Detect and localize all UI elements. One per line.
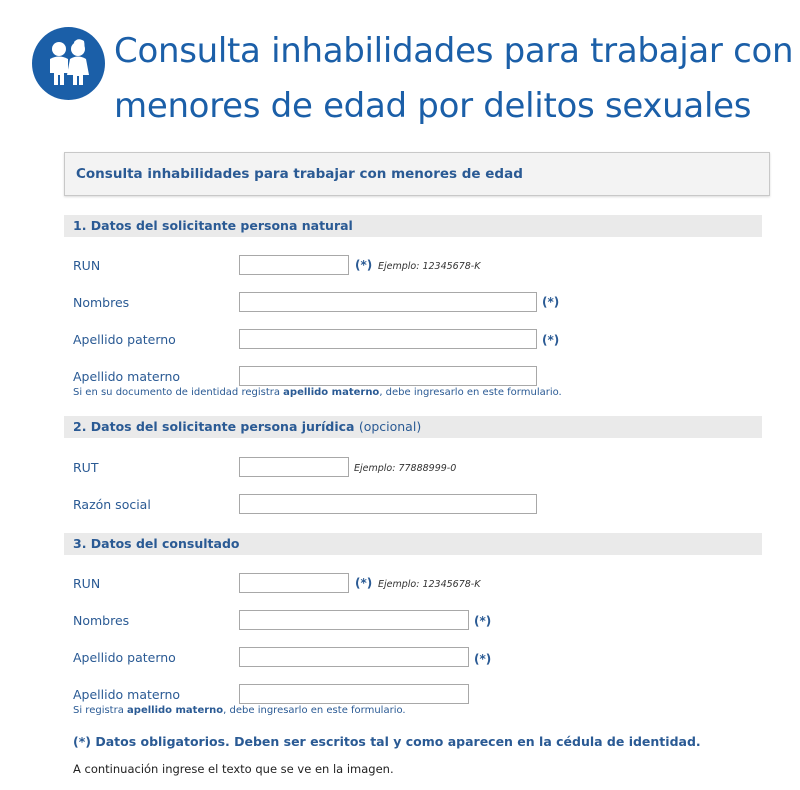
rut-label: RUT bbox=[73, 460, 99, 475]
apellido-paterno-label: Apellido paterno bbox=[73, 650, 176, 665]
consulted-nombres-input[interactable] bbox=[239, 610, 469, 630]
section-title: 3. Datos del consultado bbox=[73, 536, 240, 551]
captcha-instruction: A continuación ingrese el texto que se ve en la imagen. bbox=[73, 762, 394, 776]
company-rut-input[interactable] bbox=[239, 457, 349, 477]
required-marker: (*) bbox=[474, 652, 492, 666]
applicant-apellido-paterno-input[interactable] bbox=[239, 329, 537, 349]
panel-title: Consulta inhabilidades para trabajar con menores de edad bbox=[76, 166, 523, 182]
applicant-apellido-materno-input[interactable] bbox=[239, 366, 537, 386]
required-marker: (*) bbox=[542, 295, 560, 309]
razon-social-input[interactable] bbox=[239, 494, 537, 514]
required-marker: (*) bbox=[542, 333, 560, 347]
required-marker: (*) bbox=[355, 576, 373, 590]
run-label: RUN bbox=[73, 258, 101, 273]
apellido-paterno-label: Apellido paterno bbox=[73, 332, 176, 347]
apellido-materno-note: Si en su documento de identidad registra apellido materno, debe ingresarlo en este formulario. bbox=[73, 387, 562, 398]
razon-social-label: Razón social bbox=[73, 497, 151, 512]
nombres-label: Nombres bbox=[73, 295, 130, 310]
required-marker: (*) bbox=[355, 258, 373, 272]
applicant-run-input[interactable] bbox=[239, 255, 349, 275]
apellido-materno-label: Apellido materno bbox=[73, 687, 181, 702]
page-header bbox=[0, 0, 800, 140]
apellido-materno-label: Apellido materno bbox=[73, 369, 181, 384]
section-natural-person bbox=[64, 215, 762, 237]
run-example: Ejemplo: 12345678-K bbox=[378, 261, 481, 272]
section-title: 2. Datos del solicitante persona jurídica (opcional) bbox=[73, 419, 422, 434]
form-panel-header bbox=[64, 152, 770, 196]
consulted-apellido-materno-input[interactable] bbox=[239, 684, 469, 704]
rut-example: Ejemplo: 77888999-0 bbox=[354, 463, 457, 474]
optional-tag: (opcional) bbox=[358, 419, 422, 434]
section-consulted-person bbox=[64, 533, 762, 555]
mandatory-fields-notice: (*) Datos obligatorios. Deben ser escritos tal y como aparecen en la cédula de identidad. bbox=[73, 734, 701, 749]
section-title: 1. Datos del solicitante persona natural bbox=[73, 218, 353, 233]
run-example: Ejemplo: 12345678-K bbox=[378, 579, 481, 590]
page-title: Consulta inhabilidades para trabajar con menores de edad por delitos sexuales bbox=[114, 31, 794, 126]
nombres-label: Nombres bbox=[73, 613, 130, 628]
consulted-run-input[interactable] bbox=[239, 573, 349, 593]
children-icon bbox=[32, 27, 105, 100]
required-marker: (*) bbox=[474, 614, 492, 628]
applicant-nombres-input[interactable] bbox=[239, 292, 537, 312]
apellido-materno-note: Si registra apellido materno, debe ingresarlo en este formulario. bbox=[73, 705, 406, 716]
section-legal-person bbox=[64, 416, 762, 438]
run-label: RUN bbox=[73, 576, 101, 591]
consulted-apellido-paterno-input[interactable] bbox=[239, 647, 469, 667]
